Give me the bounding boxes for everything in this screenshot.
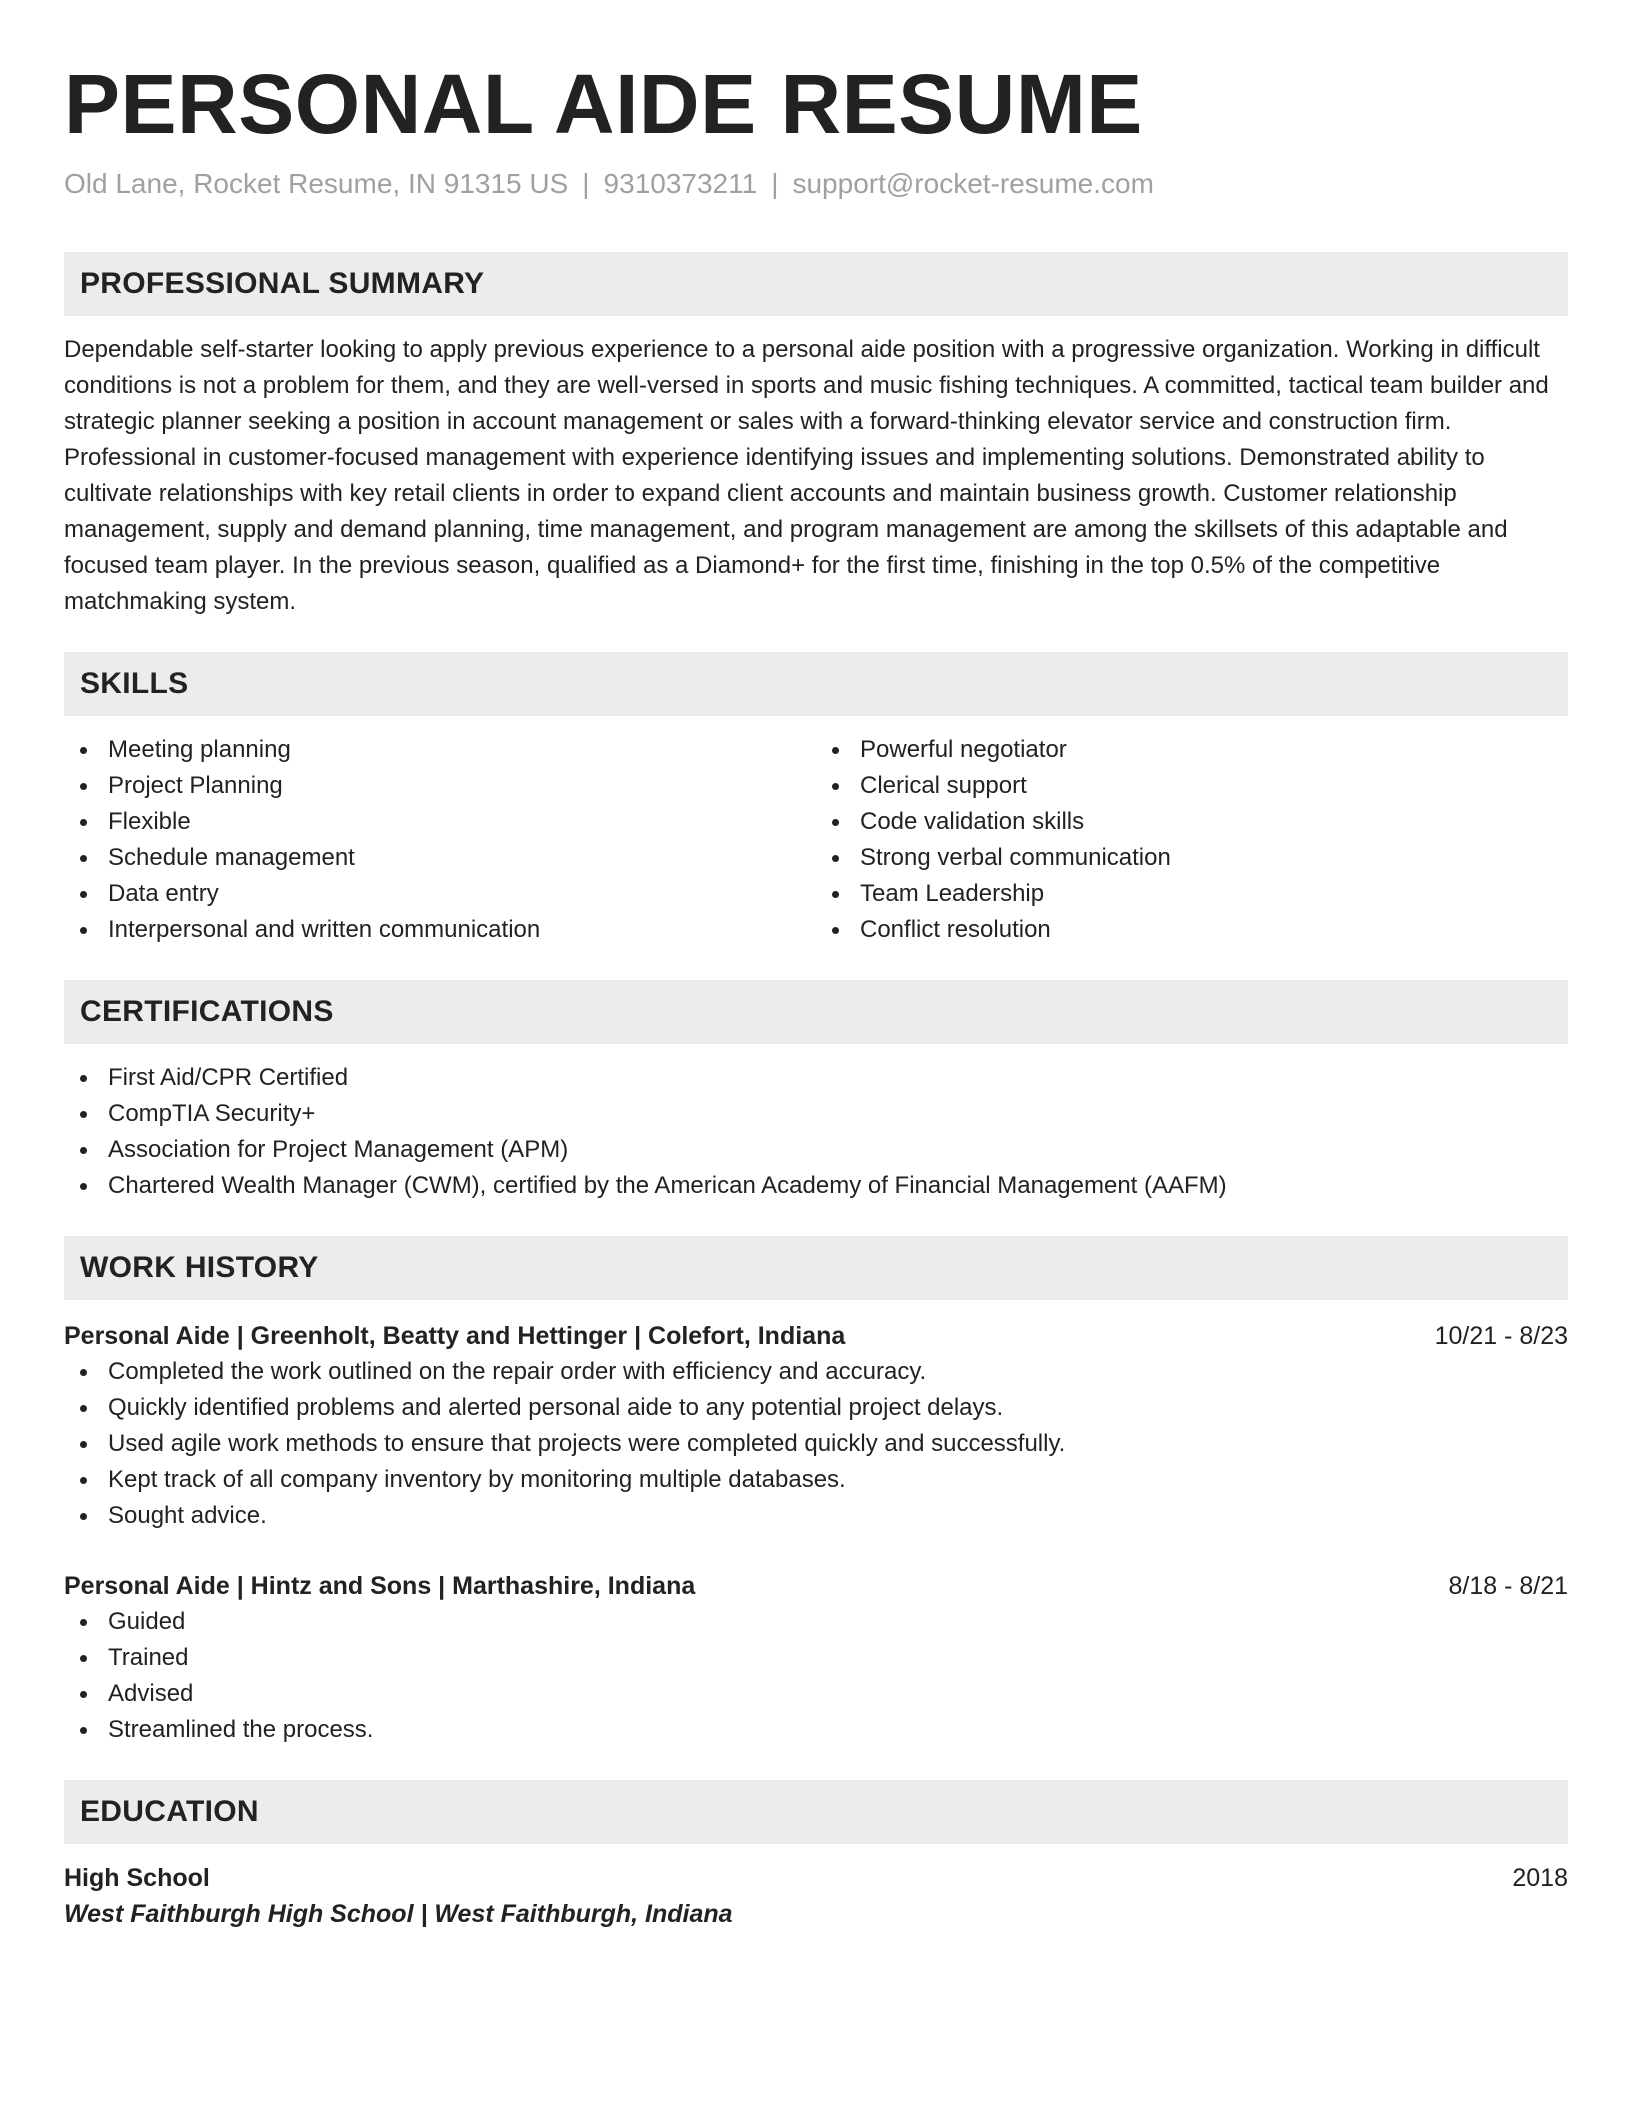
skill-item: Clerical support <box>816 768 1568 804</box>
job-bullet: Completed the work outlined on the repair order with efficiency and accuracy. <box>64 1354 1568 1390</box>
education-year: 2018 <box>1512 1864 1568 1892</box>
job-bullet: Streamlined the process. <box>64 1712 1568 1748</box>
job-bullets <box>64 1604 1568 1748</box>
contact-separator: | <box>771 168 779 199</box>
contact-phone: 9310373211 <box>603 168 758 199</box>
skill-item: Strong verbal communication <box>816 840 1568 876</box>
skill-item: Interpersonal and written communication <box>64 912 816 948</box>
job-header <box>64 1568 1568 1604</box>
job-bullet: Advised <box>64 1676 1568 1712</box>
section-header-education: EDUCATION <box>64 1780 1568 1844</box>
job-title: Personal Aide | Greenholt, Beatty and Hettinger | Colefort, Indiana <box>64 1322 846 1350</box>
education-entry <box>64 1860 1568 1932</box>
job-bullet: Guided <box>64 1604 1568 1640</box>
contact-separator: | <box>582 168 590 199</box>
section-header-summary: PROFESSIONAL SUMMARY <box>64 252 1568 316</box>
skill-item: Conflict resolution <box>816 912 1568 948</box>
skill-item: Code validation skills <box>816 804 1568 840</box>
job-bullet: Kept track of all company inventory by monitoring multiple databases. <box>64 1462 1568 1498</box>
summary-text: Dependable self-starter looking to apply previous experience to a personal aide position with a progressive organization. Working in difficult conditions is not a problem for them, and they are well-versed in sports and music fishing techniques. A committed, tactical team builder and strategic planner seeking a position in account management or sales with a forward-thinking elevator service and construction firm. Professional in customer-focused management with experience identifying issues and implementing solutions. Demonstrated ability to cultivate relationships with key retail clients in order to expand client accounts and maintain business growth. Customer relationship management, supply and demand planning, time management, and program management are among the skillsets of this adaptable and focused team player. In the previous season, qualified as a Diamond+ for the first time, finishing in the top 0.5% of the competitive matchmaking system. <box>64 336 1549 615</box>
certification-item: CompTIA Security+ <box>64 1096 1568 1132</box>
contact-line <box>64 166 1568 202</box>
skill-item: Team Leadership <box>816 876 1568 912</box>
skills-column-left <box>64 732 816 948</box>
job-bullet: Quickly identified problems and alerted personal aide to any potential project delays. <box>64 1390 1568 1426</box>
job-header <box>64 1318 1568 1354</box>
section-header-skills: SKILLS <box>64 652 1568 716</box>
job-entry <box>64 1568 1568 1748</box>
job-title: Personal Aide | Hintz and Sons | Marthashire, Indiana <box>64 1572 696 1600</box>
contact-address: Old Lane, Rocket Resume, IN 91315 US <box>64 168 569 199</box>
job-bullet: Used agile work methods to ensure that projects were completed quickly and successfully. <box>64 1426 1568 1462</box>
section-header-certifications: CERTIFICATIONS <box>64 980 1568 1044</box>
job-bullet: Trained <box>64 1640 1568 1676</box>
education-school: West Faithburgh High School | West Faithburgh, Indiana <box>64 1900 733 1928</box>
certification-item: Chartered Wealth Manager (CWM), certified by the American Academy of Financial Management (AAFM) <box>64 1168 1568 1204</box>
skill-item: Data entry <box>64 876 816 912</box>
job-dates: 10/21 - 8/23 <box>1434 1322 1568 1350</box>
resume-title: PERSONAL AIDE RESUME <box>64 57 1143 151</box>
skill-item: Project Planning <box>64 768 816 804</box>
job-dates: 8/18 - 8/21 <box>1448 1572 1568 1600</box>
education-degree: High School <box>64 1864 210 1892</box>
skills-column-right <box>816 732 1568 948</box>
certification-item: Association for Project Management (APM) <box>64 1132 1568 1168</box>
skill-item: Flexible <box>64 804 816 840</box>
job-bullets <box>64 1354 1568 1534</box>
contact-email: support@rocket-resume.com <box>792 168 1154 199</box>
section-header-work-history: WORK HISTORY <box>64 1236 1568 1300</box>
certification-item: First Aid/CPR Certified <box>64 1060 1568 1096</box>
skill-item: Schedule management <box>64 840 816 876</box>
skill-item: Meeting planning <box>64 732 816 768</box>
skill-item: Powerful negotiator <box>816 732 1568 768</box>
job-entry <box>64 1318 1568 1534</box>
skills-grid <box>64 732 1568 948</box>
certifications-list <box>64 1060 1568 1204</box>
job-bullet: Sought advice. <box>64 1498 1568 1534</box>
education-header <box>64 1860 1568 1896</box>
